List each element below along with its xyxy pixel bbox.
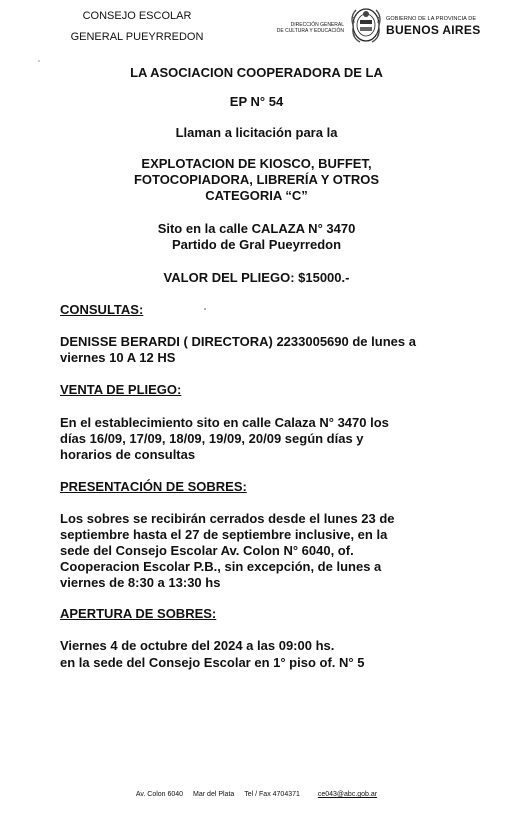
council-line-2: GENERAL PUEYRREDON [70,31,204,43]
government-label: GOBIERNO DE LA PROVINCIA DE [386,16,477,22]
title-call: Llaman a licitación para la [175,125,338,140]
consultas-line-1: DENISSE BERARDI ( DIRECTORA) 2233005690 de lunes a [60,334,416,349]
apertura-line-2: en la sede del Consejo Escolar en 1° piso of. N° 5 [60,655,365,670]
presentacion-line-5: viernes de 8:30 a 13:30 hs [60,575,221,590]
apertura-line-1: Viernes 4 de octubre del 2024 a las 09:00 hs. [60,638,335,653]
presentacion-heading: PRESENTACIÓN DE SOBRES: [60,479,247,494]
footer-address: Av. Colon 6040 [135,791,184,798]
title-school: EP N° 54 [229,94,284,109]
consultas-line-2: viernes 10 A 12 HS [60,350,176,365]
consultas-heading: CONSULTAS: [60,302,144,317]
direction-line-2: DE CULTURA Y EDUCACIÓN [276,28,344,34]
province-seal-icon [350,6,382,44]
title-district: Partido de Gral Pueyrredon [171,237,342,252]
footer [0,791,513,798]
direction-label [268,22,344,34]
presentacion-line-1: Los sobres se recibirán cerrados desde el lunes 23 de [60,511,395,526]
title-price: VALOR DEL PLIEGO: $15000.- [163,270,350,285]
venta-line-2: días 16/09, 17/09, 18/09, 19/09, 20/09 según días y [60,431,364,446]
title-exploitation-1: EXPLOTACION DE KIOSCO, BUFFET, [141,156,372,171]
venta-line-1: En el establecimiento sito en calle Calaza N° 3470 los [60,415,389,430]
title-category: CATEGORIA “C” [205,188,308,203]
footer-phone: Tel / Fax 4704371 [244,791,300,798]
apertura-heading: APERTURA DE SOBRES: [60,606,217,621]
direction-line-1: DIRECCIÓN GENERAL [290,22,344,28]
presentacion-line-3: sede del Consejo Escolar Av. Colon N° 6040, of. [60,543,354,558]
footer-email-link[interactable]: ce043@abc.gob.ar [317,791,378,798]
title-address: Sito en la calle CALAZA N° 3470 [157,221,356,236]
council-name [62,6,212,48]
presentacion-line-4: Cooperacion Escolar P.B., sin excepción, de lunes a [60,559,382,574]
footer-city: Mar del Plata [193,791,235,798]
province-name: BUENOS AIRES [386,23,481,37]
venta-heading: VENTA DE PLIEGO: [60,382,182,397]
title-line-1: LA ASOCIACION COOPERADORA DE LA [130,65,383,80]
council-line-1: CONSEJO ESCOLAR [82,10,192,22]
title-exploitation-2: FOTOCOPIADORA, LIBRERÍA Y OTROS [133,172,380,187]
venta-line-3: horarios de consultas [60,447,196,462]
presentacion-line-2: septiembre hasta el 27 de septiembre inclusive, en la [60,527,388,542]
scan-mark [38,60,40,62]
